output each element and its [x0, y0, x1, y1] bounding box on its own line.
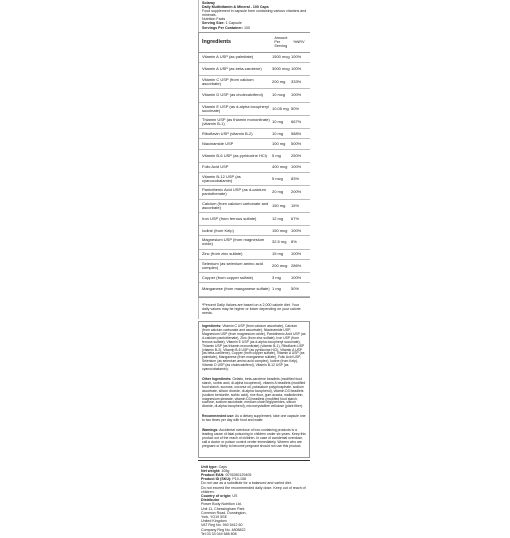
nutrient-amount: 3000 mcg: [272, 65, 290, 71]
nutrient-nrv: 50%: [291, 105, 300, 111]
col-ingredients: Ingredients: [202, 39, 232, 46]
nutrient-name: Vitamin A USP (as palmitate): [202, 54, 254, 60]
other-ingredients-section: [202, 378, 306, 409]
nutrient-amount: 12 mg: [272, 215, 284, 221]
table-row: [199, 116, 310, 129]
nutrient-amount: 10 mcg: [272, 92, 286, 98]
nutrient-name: Selenium (as selenium amino acid complex): [202, 260, 263, 270]
notice-substitute: Do not use as a substitute for a balanced and varied diet.: [201, 481, 292, 486]
table-row: [199, 89, 310, 102]
nutrient-name: Iron USP (from ferrous sulfate): [202, 215, 257, 221]
nutrient-amount: 400 mcg: [272, 164, 288, 170]
product-description: Food supplement in capsule form containing various vitamins and minerals.: [202, 9, 307, 18]
nutrient-nrv: 100%: [291, 274, 302, 280]
nutrient-nrv: 8%: [291, 239, 297, 245]
nutrition-facts-heading: Nutrition Facts: [202, 17, 226, 22]
nutrient-amount: 20 mg: [272, 189, 284, 195]
table-row: [199, 236, 310, 249]
nutrient-nrv: 500%: [291, 140, 302, 146]
brand-name: Solaray: [202, 1, 215, 5]
ingredients-label: Ingredients:: [202, 324, 222, 329]
table-row: [199, 173, 310, 186]
servings-value: 100: [243, 25, 250, 30]
nutrient-nrv: 667%: [291, 119, 302, 125]
ingredients-section: [202, 325, 306, 372]
table-row: [199, 53, 310, 63]
nutrient-amount: 5 mcg: [272, 176, 283, 182]
table-row: [199, 139, 310, 149]
table-row: [199, 129, 310, 139]
nutrient-name: Manganese (from manganese sulfate): [202, 286, 270, 292]
table-row: [199, 150, 310, 163]
nutrient-nrv: 100%: [291, 92, 302, 98]
table-row: [199, 250, 310, 260]
distributor-line: Common Road, Dunnington,: [201, 510, 247, 515]
other-ingredients-text: Gelatin, beta-carotene beadlets (modified food starch, sorbic acid, dl-alpha tocopherol), vitamin A beadlets (modified food starch, sucrose, coconut oil, potassium polyphosphate, sodium ascorbate, silicon dioxide, dl-alpha tocopherol), vitamin D3 beadlets (sodium bentonite, sorbic acid), rice flour, gum acacia, maltodextrin, magnesium stearate, vitamin D3 beadlets (modified food starch, sucrose, sodium ascorbate, medium chain triglycerides, silicon dioxide, dl-alpha tocopherol), microcrystalline cellulose (plant fiber).: [202, 376, 306, 409]
nutrient-name: Vitamin D USP (as cholecalciferol): [202, 92, 263, 98]
nutrient-name: Vitamin B-6 USP (as pyridoxine HCl): [202, 152, 267, 158]
table-row: [199, 273, 310, 283]
col-nrv: %NRV: [293, 39, 305, 44]
distributor-line: Power Body Nutrition Ltd.: [201, 502, 242, 507]
nutrient-amount: 5 mg: [272, 152, 281, 158]
nutrient-nrv: 286%: [291, 262, 302, 268]
nutrient-amount: 3 mg: [272, 274, 281, 280]
nutrient-nrv: 250%: [291, 152, 302, 158]
nutrient-name: Folic Acid USP: [202, 164, 229, 170]
nutrient-amount: 100 mg: [272, 140, 286, 146]
nutrient-name: Zinc (from zinc sulfate): [202, 251, 243, 257]
product-id-label: Product ID (SKU):: [201, 477, 232, 482]
nutrient-nrv: 333%: [291, 79, 302, 85]
ingredients-text: Vitamin C USP (from calcium ascorbate), Calcium (from calcium carbonate and ascorbate), Niacinamide USP, Magnesium USP (from magnesium oxide), Pantothenic Acid USP (as d-calcium pantothenate), Zinc (from zinc sulfate), Iron USP (from ferrous sulfate), Vitamin E USP (as d-alpha tocopheryl succinate), Thiamin USP (as thiamin mononitrate) (vitamin B-1), Riboflavin USP (vitamin B-2), Vitamin B-6 USP (as pyridoxine HCl), Vitamin A USP (as beta-carotene), Copper (from copper sulfate), Vitamin A USP (as palmitate), Manganese (from manganese sulfate), Folic Acid USP, Selenium (as selenium amino acid complex), Iodine (from Kelp), Vitamin D USP (as cholecalciferol), Vitamin B-12 USP (as cyanocobalamin).: [202, 324, 306, 372]
nutrient-name: Iodine (from Kelp): [202, 227, 234, 233]
table-row: [199, 200, 310, 213]
nutrient-amount: 10 mg: [272, 130, 284, 136]
product-ean-value: 0076280129405: [225, 472, 252, 477]
unit-type-value: Caps: [218, 464, 227, 469]
nutrient-amount: 1500 mcg: [272, 54, 290, 60]
distributor-line: Unit 11, Chessingham Park: [201, 506, 245, 511]
serving-size-label: Serving Size:: [202, 21, 225, 26]
servings-label: Servings Per Container:: [202, 25, 243, 30]
country-value: US: [232, 494, 238, 498]
nutrient-nrv: 200%: [291, 189, 302, 195]
warnings-section: [202, 429, 306, 449]
product-title: Daily Multivitamin & Mineral - 100 Caps: [202, 5, 269, 10]
table-row: [199, 260, 310, 273]
nutrient-nrv: 83%: [291, 176, 300, 182]
ingredients-box: [198, 321, 310, 457]
distributor-address: [201, 502, 307, 536]
table-body: [199, 53, 310, 297]
nutrient-nrv: 100%: [291, 251, 302, 257]
table-row: [199, 63, 310, 76]
product-label-sheet: [198, 0, 310, 538]
product-header: [198, 0, 310, 32]
nutrition-table: [198, 32, 310, 298]
nutrient-name: Thiamin USP (as thiamin mononitrate) (vitamin B-1): [202, 116, 270, 127]
nutrient-amount: 1 mg: [272, 286, 281, 292]
nutrient-amount: 15 mg: [272, 251, 284, 257]
divider: [198, 460, 310, 461]
distributor-line: Tel 03 33 044 688 808: [201, 531, 237, 536]
product-info: [198, 463, 310, 538]
distributor-line: York, YO19 5SE: [201, 515, 227, 520]
nutrient-name: Vitamin A USP (as beta-carotene): [202, 65, 262, 71]
nutrient-name: Calcium (from calcium carbonate and ascorbate): [202, 200, 269, 210]
nutrient-name: Pantothenic Acid USP (as d-calcium pantothenate): [202, 187, 266, 197]
country-label: Country of origin:: [201, 494, 232, 498]
nutrient-name: Riboflavin USP (vitamin B-2): [202, 130, 253, 136]
nutrient-name: Vitamin E USP (as d-alpha tocopheryl succinate): [202, 103, 269, 113]
nutrient-nrv: 100%: [291, 164, 302, 170]
warnings-text: Accidental overdose of iron-containing products is a leading cause of fatal poisoning in children under six years. Keep this product out of the reach of children. In case of accidental overdose, call a doctor or poison control center immediately. Women who are pregnant or likely to become pregnant should not use this product.: [202, 428, 306, 448]
daily-value-footnote: *Percent Daily Values are based on a 2,000 calorie diet. Your daily values may be higher or lower depending on your calorie needs.: [198, 298, 310, 320]
table-header: [199, 33, 310, 53]
serving-size-value: 1 Capsule: [225, 21, 242, 26]
nutrient-amount: 10.05 mg: [272, 105, 289, 111]
nutrient-nrv: 100%: [291, 65, 302, 71]
recommended-use-text: As a dietary supplement, take one capsule one to two times per day with food and water.: [202, 414, 306, 423]
warnings-label: Warnings:: [202, 428, 219, 433]
nutrient-name: Copper (from copper sulfate): [202, 274, 254, 280]
table-row: [199, 283, 310, 296]
nutrient-nrv: 588%: [291, 130, 302, 136]
distributor-line: Company Reg No. 4808822: [201, 527, 246, 532]
net-weight-label: Net weight:: [201, 468, 221, 473]
nutrient-amount: 150 mg: [272, 202, 286, 208]
nutrient-amount: 200 mcg: [272, 262, 288, 268]
nutrient-nrv: 100%: [291, 54, 302, 60]
nutrient-nrv: 67%: [291, 215, 300, 221]
table-row: [199, 103, 310, 116]
nutrient-amount: 150 mcg: [272, 227, 288, 233]
nutrient-nrv: 50%: [291, 286, 300, 292]
table-row: [199, 186, 310, 199]
nutrient-amount: 10 mg: [272, 119, 284, 125]
nutrient-amount: 32.5 mg: [272, 239, 287, 245]
distributor-label: Distributor: [201, 498, 220, 503]
other-ingredients-label: Other Ingredients:: [202, 376, 232, 381]
table-row: [199, 226, 310, 236]
product-id-value: P10-158: [232, 477, 246, 482]
unit-type-label: Unit type:: [201, 464, 218, 469]
nutrient-nrv: 100%: [291, 227, 302, 233]
recommended-use-label: Recommended use:: [202, 414, 235, 419]
nutrient-name: Magnesium USP (from magnesium oxide): [202, 237, 265, 247]
distributor-line: United Kingdom: [201, 519, 227, 524]
nutrient-amount: 200 mg: [272, 79, 286, 85]
nutrient-nrv: 15%: [291, 202, 300, 208]
nutrient-name: Niacinamide USP: [202, 140, 234, 146]
distributor-line: VAT Reg No. 940 5412 60: [201, 523, 243, 528]
product-ean-label: Product EAN:: [201, 472, 225, 477]
table-row: [199, 76, 310, 89]
servings-per-container: [202, 26, 308, 30]
recommended-use-section: [202, 415, 306, 423]
notice-dose: Do not exceed the recommended daily dose. Keep out of reach of children.: [201, 485, 306, 494]
nutrient-name: Vitamin B-12 USP (as cyanocobalamin): [202, 173, 241, 184]
table-row: [199, 213, 310, 226]
table-row: [199, 163, 310, 173]
col-amount: Amount Per Serving: [274, 35, 288, 49]
nutrient-name: Vitamin C USP (from calcium ascorbate): [202, 77, 254, 87]
net-weight-value: 105g: [221, 468, 230, 473]
